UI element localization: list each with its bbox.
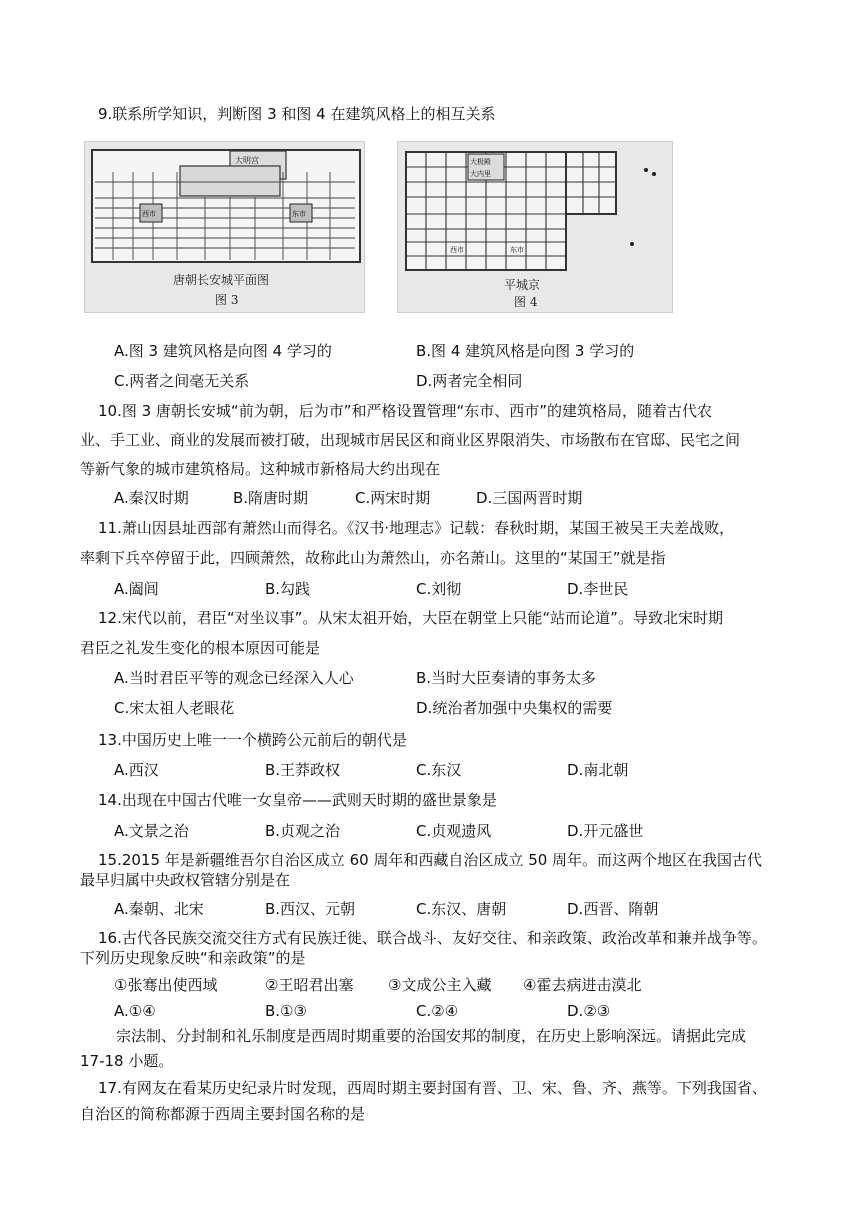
q14-stem: 14.出现在中国古代唯一女皇帝——武则天时期的盛世景象是 xyxy=(98,791,497,809)
q9-option-b: B.图 4 建筑风格是向图 3 学习的 xyxy=(416,342,635,360)
q10-stem-line-3: 等新气象的城市建筑格局。这种城市新格局大约出现在 xyxy=(80,460,441,478)
q11-option-d: D.李世民 xyxy=(567,580,629,598)
q15-option-b: B.西汉、元朝 xyxy=(265,900,356,918)
q10-option-b: B.隋唐时期 xyxy=(233,489,309,507)
q10-stem-line-1: 10.图 3 唐朝长安城“前为朝，后为市”和严格设置管理“东市、西市”的建筑格局，随着古代农 xyxy=(98,402,713,420)
q13-option-a: A.西汉 xyxy=(114,761,159,779)
figure-3-title: 唐朝长安城平面图 xyxy=(173,273,270,287)
q9-option-d: D.两者完全相同 xyxy=(416,372,523,390)
q15-stem-line-2: 最早归属中央政权管辖分别是在 xyxy=(80,871,291,889)
q12-stem-line-1: 12.宋代以前，君臣“对坐议事”。从宋太祖开始，大臣在朝堂上只能“站而论道”。导致北宋时期 xyxy=(98,609,723,627)
q10-option-d: D.三国两晋时期 xyxy=(476,489,583,507)
heijokyo-label-daigokuden: 大极殿 xyxy=(470,158,491,166)
q15-option-c: C.东汉、唐朝 xyxy=(416,900,507,918)
q15-option-a: A.秦朝、北宋 xyxy=(114,900,204,918)
q9-option-a: A.图 3 建筑风格是向图 4 学习的 xyxy=(114,342,332,360)
q17-stem-line-1: 17.有网友在看某历史纪录片时发现，西周时期主要封国有晋、卫、宋、鲁、齐、燕等。下列我国省、 xyxy=(98,1079,767,1097)
q11-stem-line-2: 率剩下兵卒停留于此，四顾萧然，故称此山为萧然山，亦名萧山。这里的“某国王”就是指 xyxy=(80,549,666,567)
q16-stem-line-1: 16.古代各民族交流交往方式有民族迁徙、联合战斗、友好交往、和亲政策、政治改革和兼并战争等。 xyxy=(98,929,767,947)
intro-17-18-line-1: 宗法制、分封制和礼乐制度是西周时期重要的治国安邦的制度，在历史上影响深远。请据此完成 xyxy=(116,1027,747,1045)
changan-label-palace: 大明宫 xyxy=(235,156,259,165)
q13-stem: 13.中国历史上唯一一个横跨公元前后的朝代是 xyxy=(98,731,407,749)
figure-4-heijokyo-plan xyxy=(397,141,673,313)
q14-option-a: A.文景之治 xyxy=(114,822,189,840)
q16-item-2: ②王昭君出塞 xyxy=(265,976,354,994)
q16-stem-line-2: 下列历史现象反映“和亲政策”的是 xyxy=(80,949,306,967)
q17-stem-line-2: 自治区的简称都源于西周主要封国名称的是 xyxy=(80,1105,366,1123)
figure-4-title: 平城京 xyxy=(504,278,541,292)
q9-option-c: C.两者之间毫无关系 xyxy=(114,372,250,390)
figure-4-label: 图 4 xyxy=(514,295,538,309)
q16-item-3: ③文成公主入藏 xyxy=(388,976,492,994)
q9-stem: 9.联系所学知识，判断图 3 和图 4 在建筑风格上的相互关系 xyxy=(98,105,496,123)
q12-option-c: C.宋太祖人老眼花 xyxy=(114,699,235,717)
q10-stem-line-2: 业、手工业、商业的发展而被打破，出现城市居民区和商业区界限消失、市场散布在官邸、民宅之间 xyxy=(80,431,741,449)
q16-option-d: D.②③ xyxy=(567,1002,611,1020)
q12-option-a: A.当时君臣平等的观念已经深入人心 xyxy=(114,669,354,687)
heijokyo-label-west-market: 西市 xyxy=(450,246,464,254)
q16-item-4: ④霍去病进击漠北 xyxy=(523,976,642,994)
q16-option-c: C.②④ xyxy=(416,1002,459,1020)
q16-option-a: A.①④ xyxy=(114,1002,156,1020)
q14-option-b: B.贞观之治 xyxy=(265,822,341,840)
heijokyo-label-east-market: 东市 xyxy=(510,246,524,254)
q12-stem-line-2: 君臣之礼发生变化的根本原因可能是 xyxy=(80,639,321,657)
q15-stem-line-1: 15.2015 年是新疆维吾尔自治区成立 60 周年和西藏自治区成立 50 周年。而这两个地区在我国古代 xyxy=(98,851,763,869)
q11-option-c: C.刘彻 xyxy=(416,580,462,598)
changan-label-west-market: 西市 xyxy=(142,210,156,218)
q16-option-b: B.①③ xyxy=(265,1002,307,1020)
q10-option-a: A.秦汉时期 xyxy=(114,489,189,507)
q16-item-1: ①张骞出使西域 xyxy=(114,976,218,994)
q12-option-b: B.当时大臣奏请的事务太多 xyxy=(416,669,597,687)
intro-17-18-line-2: 17-18 小题。 xyxy=(80,1052,174,1070)
q10-option-c: C.两宋时期 xyxy=(355,489,431,507)
q12-option-d: D.统治者加强中央集权的需要 xyxy=(416,699,613,717)
figure-3-label: 图 3 xyxy=(215,293,239,307)
q11-option-a: A.阖闾 xyxy=(114,580,159,598)
changan-label-east-market: 东市 xyxy=(292,210,306,218)
q15-option-d: D.西晋、隋朝 xyxy=(567,900,659,918)
q13-option-b: B.王莽政权 xyxy=(265,761,341,779)
q11-option-b: B.勾践 xyxy=(265,580,311,598)
figure-3-changan-plan xyxy=(84,141,365,313)
q14-option-c: C.贞观遗风 xyxy=(416,822,492,840)
q14-option-d: D.开元盛世 xyxy=(567,822,644,840)
q13-option-c: C.东汉 xyxy=(416,761,462,779)
q13-option-d: D.南北朝 xyxy=(567,761,629,779)
q11-stem-line-1: 11.萧山因县址西部有萧然山而得名。《汉书·地理志》记载：春秋时期，某国王被吴王夫差战败， xyxy=(98,519,735,537)
heijokyo-label-dainairi: 大内里 xyxy=(470,170,491,178)
